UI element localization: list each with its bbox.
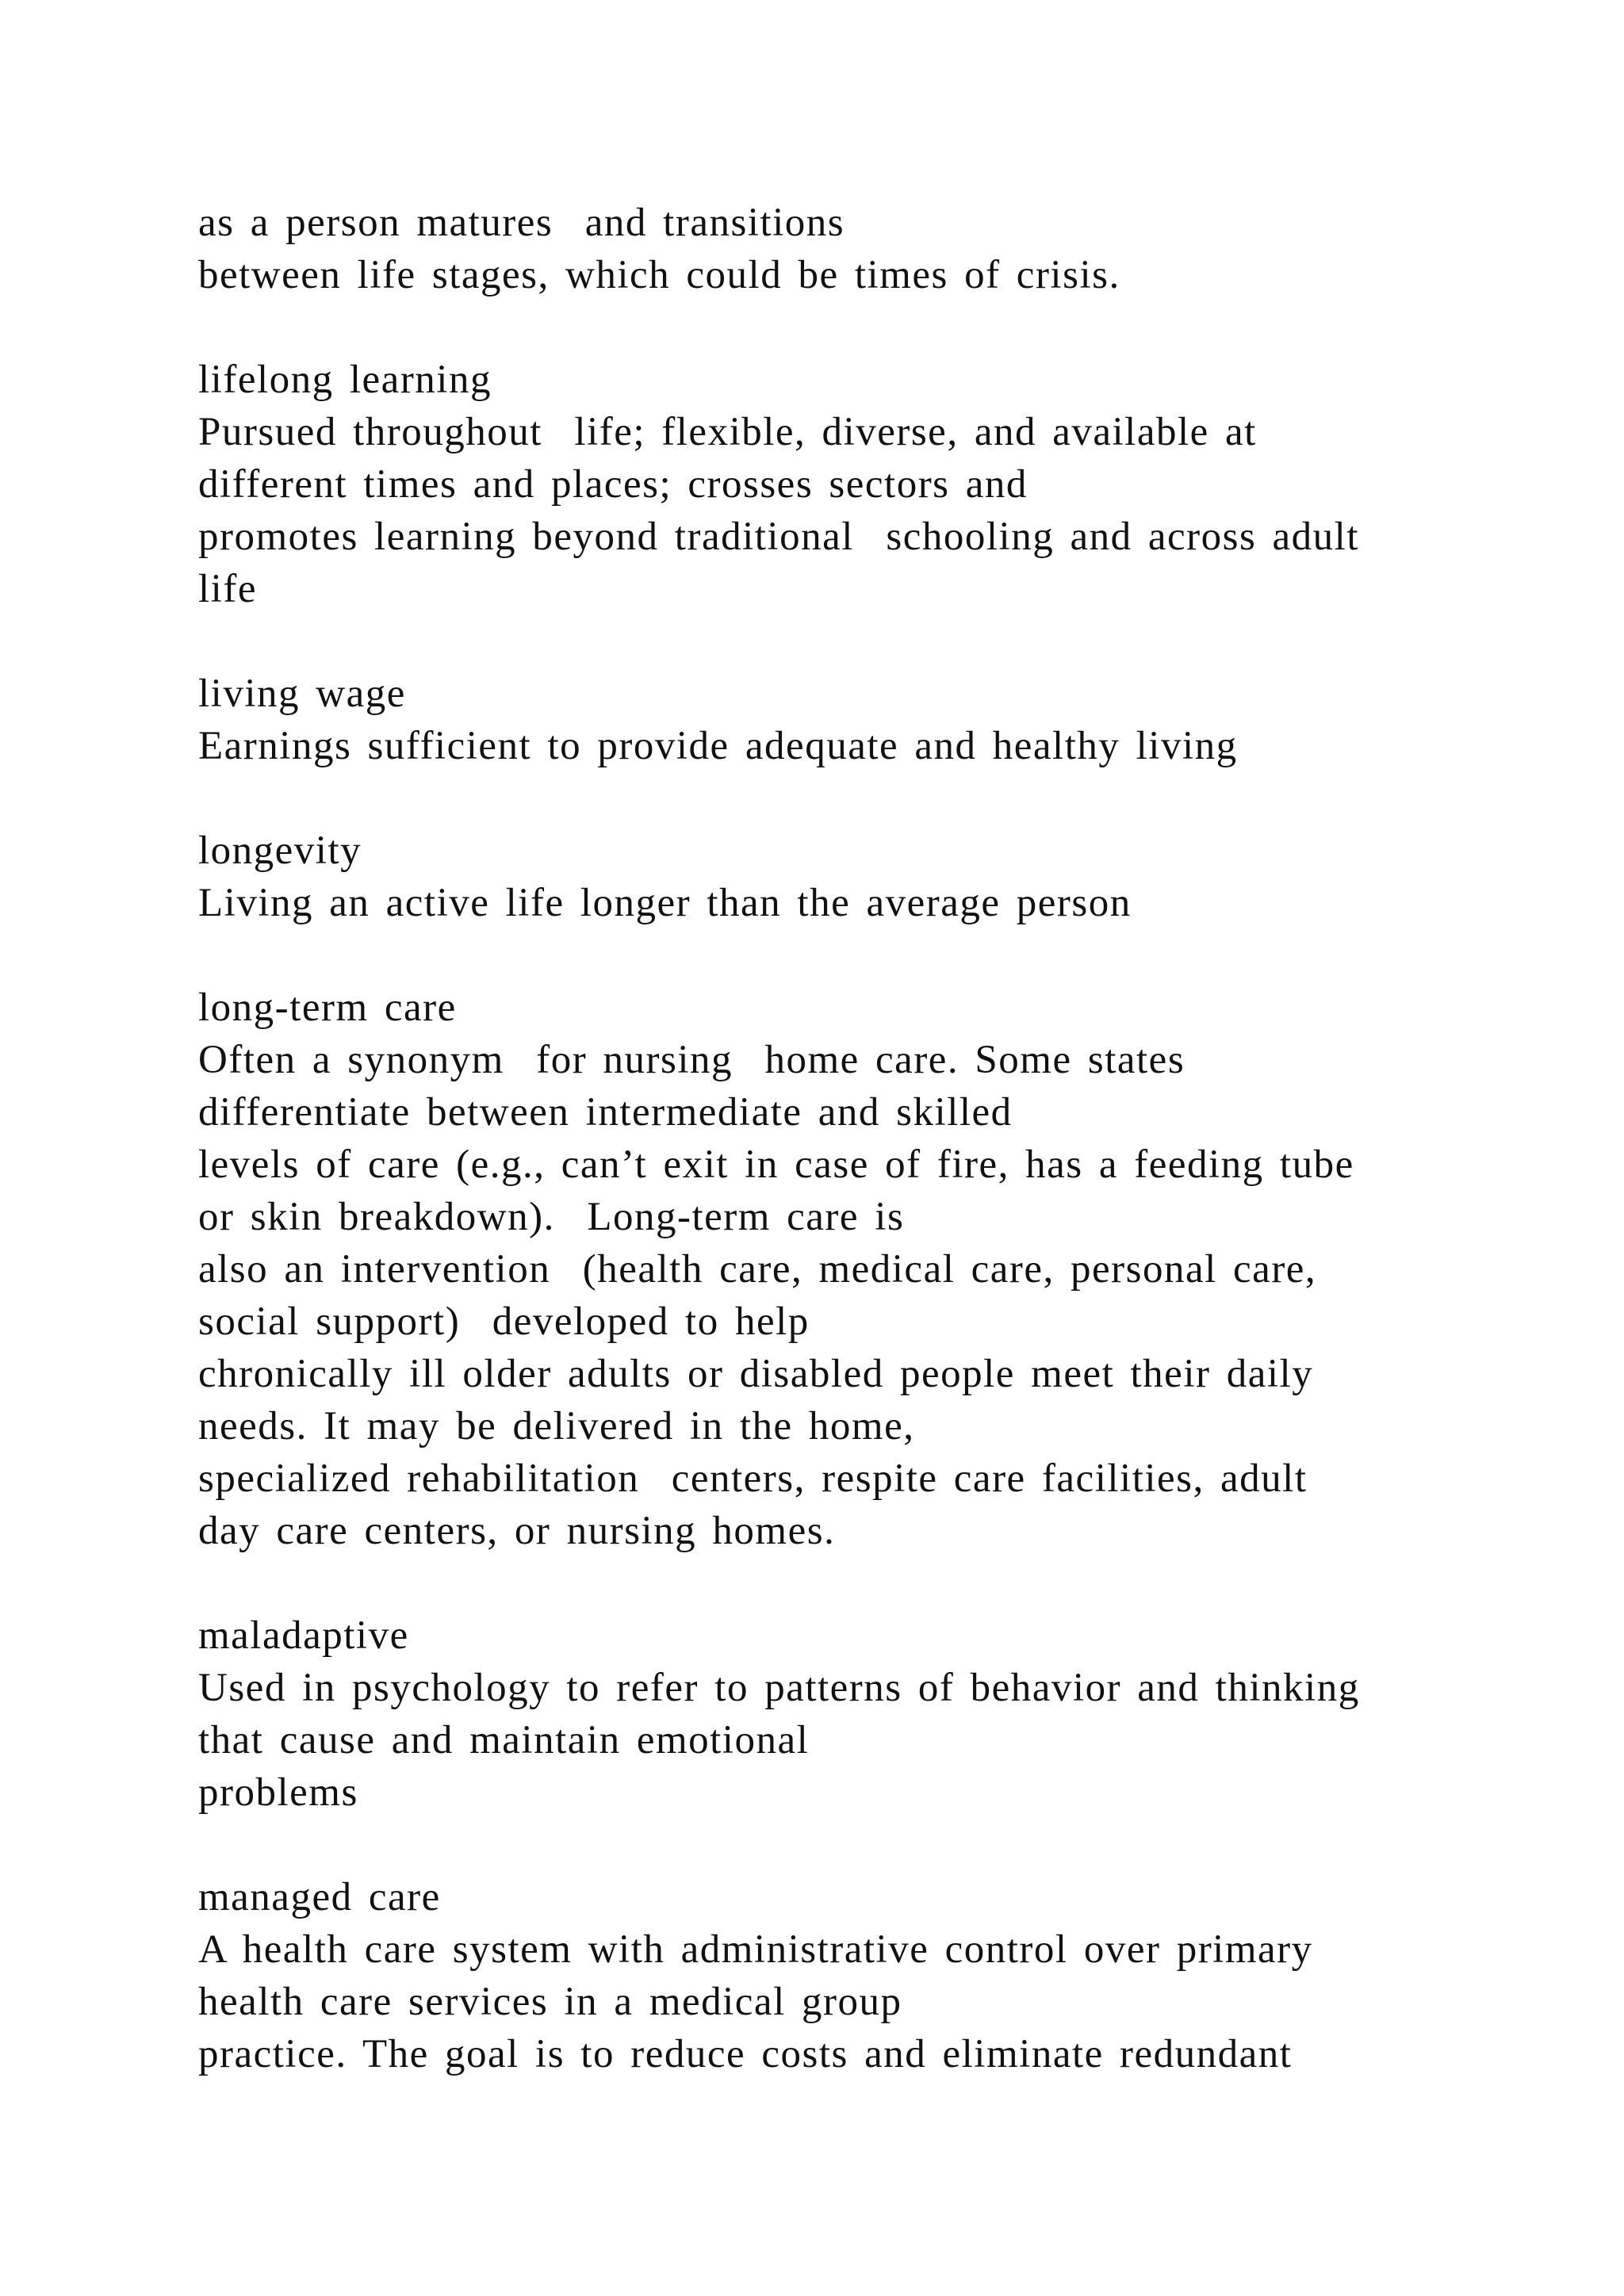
- definition-line: specialized rehabilitation centers, respite care facilities, adult: [198, 1456, 1308, 1501]
- definition-line: Living an active life longer than the average person: [198, 881, 1132, 925]
- glossary-entry-long-term-care: [198, 982, 1562, 1557]
- definition-line: Used in psychology to refer to patterns of behavior and thinking: [198, 1666, 1360, 1710]
- text-line: as a person matures and transitions: [198, 201, 845, 245]
- paragraph-gap: [198, 929, 1562, 982]
- definition-line: chronically ill older adults or disabled people meet their daily: [198, 1352, 1314, 1396]
- glossary-entry-maladaptive: [198, 1609, 1562, 1819]
- glossary-entry-managed-care: [198, 1871, 1562, 2080]
- definition-line: Pursued throughout life; flexible, diverse, and available at: [198, 410, 1257, 454]
- definition-line: life: [198, 567, 257, 611]
- definition-line: needs. It may be delivered in the home,: [198, 1404, 915, 1448]
- intro-paragraph: [198, 197, 1562, 301]
- definition-line: also an intervention (health care, medical care, personal care,: [198, 1247, 1317, 1292]
- definition-line: or skin breakdown). Long-term care is: [198, 1195, 905, 1239]
- glossary-entry-lifelong-learning: [198, 354, 1562, 615]
- entry-term: longevity: [198, 828, 362, 873]
- entry-term: lifelong learning: [198, 358, 492, 402]
- entry-term: long-term care: [198, 985, 457, 1030]
- definition-line: problems: [198, 1770, 358, 1815]
- definition-line: A health care system with administrative control over primary: [198, 1927, 1313, 1972]
- paragraph-gap: [198, 1557, 1562, 1609]
- definition-line: practice. The goal is to reduce costs and eliminate redundant: [198, 2032, 1293, 2076]
- entry-term: maladaptive: [198, 1613, 409, 1658]
- paragraph-gap: [198, 615, 1562, 668]
- paragraph-gap: [198, 301, 1562, 354]
- definition-line: social support) developed to help: [198, 1299, 810, 1344]
- paragraph-gap: [198, 772, 1562, 825]
- definition-line: promotes learning beyond traditional schooling and across adult: [198, 515, 1360, 559]
- text-line: between life stages, which could be times of crisis.: [198, 253, 1120, 297]
- definition-line: Often a synonym for nursing home care. Some states: [198, 1038, 1185, 1082]
- definition-line: differentiate between intermediate and skilled: [198, 1090, 1013, 1135]
- definition-line: day care centers, or nursing homes.: [198, 1509, 836, 1553]
- paragraph-gap: [198, 1819, 1562, 1871]
- glossary-text: [198, 197, 1562, 2080]
- definition-line: levels of care (e.g., can’t exit in case of fire, has a feeding tube: [198, 1142, 1354, 1187]
- entry-term: managed care: [198, 1875, 441, 1919]
- glossary-entry-living-wage: [198, 668, 1562, 772]
- definition-line: Earnings sufficient to provide adequate and healthy living: [198, 724, 1238, 768]
- entry-term: living wage: [198, 672, 406, 716]
- glossary-entry-longevity: [198, 825, 1562, 929]
- definition-line: different times and places; crosses sectors and: [198, 462, 1028, 507]
- definition-line: that cause and maintain emotional: [198, 1718, 810, 1762]
- definition-line: health care services in a medical group: [198, 1980, 902, 2024]
